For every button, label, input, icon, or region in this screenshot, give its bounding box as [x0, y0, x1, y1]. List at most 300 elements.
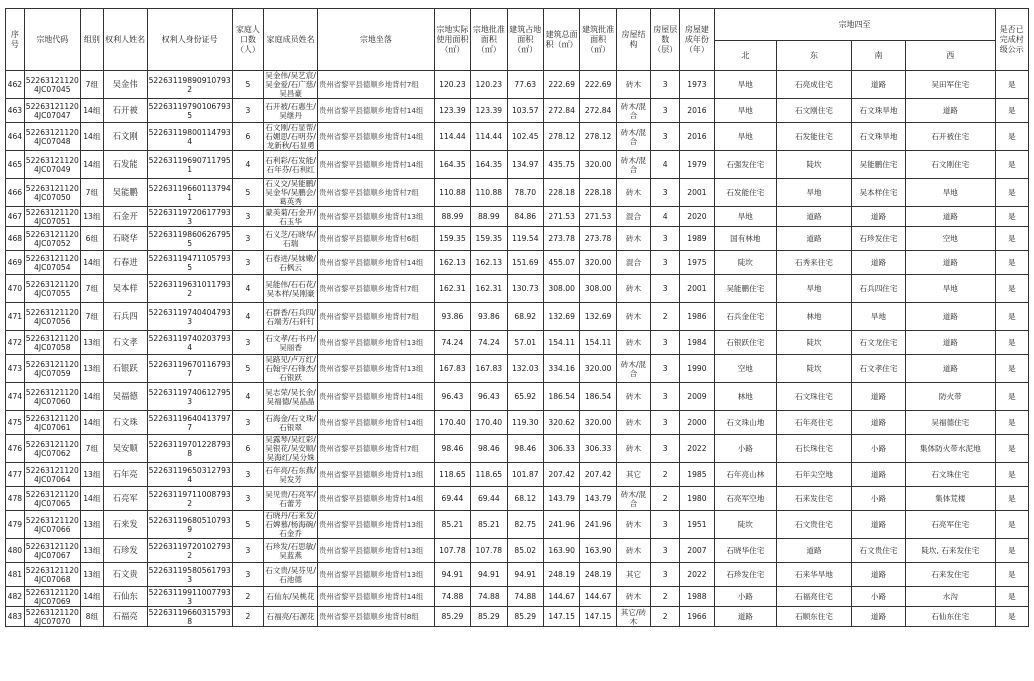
- cell-seq: 469: [6, 251, 25, 275]
- cell-seq: 479: [6, 511, 25, 539]
- cell-owner-id: 522631196404137977: [147, 411, 232, 435]
- cell-approved-area: 170.40: [471, 411, 507, 435]
- cell-location: 贵州省黎平县德顺乡地背村7组: [318, 179, 435, 207]
- table-row: [6, 303, 1029, 331]
- cell-group: 7组: [80, 303, 103, 331]
- cell-location: 贵州省黎平县德顺乡地背村13组: [318, 563, 435, 587]
- cell-parcel-code: 522631211204JC07052: [24, 227, 80, 251]
- table-row: [6, 227, 1029, 251]
- cell-approved-floor: 207.42: [580, 463, 616, 487]
- cell-structure: 砖木: [616, 71, 650, 99]
- cell-owner-id: 522631197110087932: [147, 487, 232, 511]
- cell-seq: 473: [6, 355, 25, 383]
- cell-structure: 砖木: [616, 435, 650, 463]
- cell-north: 旱地: [714, 207, 776, 227]
- cell-approved-area: 167.83: [471, 355, 507, 383]
- cell-seq: 472: [6, 331, 25, 355]
- cell-parcel-code: 522631211204JC07066: [24, 511, 80, 539]
- cell-actual-area: 114.44: [434, 123, 470, 151]
- cell-north: 旱地: [714, 123, 776, 151]
- header-total-floor: 建筑总面积（㎡）: [543, 9, 579, 71]
- cell-total-floor: 241.96: [543, 511, 579, 539]
- header-actual-area: 宗地实际使用面积（㎡）: [434, 9, 470, 71]
- cell-total-floor: 273.78: [543, 227, 579, 251]
- cell-north: 石发能住宅: [714, 179, 776, 207]
- header-west: 西: [906, 41, 995, 71]
- cell-members: 石文刚/石显帮/石媚思/石明芬/龙新秋/石显勇: [265, 123, 316, 150]
- cell-actual-area: 88.99: [434, 207, 470, 227]
- cell-household-size: 6: [232, 123, 263, 151]
- cell-east: 旱地: [777, 275, 852, 303]
- cell-approved-floor: 320.00: [580, 355, 616, 383]
- cell-seq: 477: [6, 463, 25, 487]
- cell-total-floor: 163.90: [543, 539, 579, 563]
- cell-actual-area: 98.46: [434, 435, 470, 463]
- cell-footprint: 103.57: [507, 99, 543, 123]
- cell-actual-area: 120.23: [434, 71, 470, 99]
- cell-year-built: 1990: [680, 355, 714, 383]
- cell-east: 石发能住宅: [777, 123, 852, 151]
- header-east: 东: [777, 41, 852, 71]
- cell-east: 道路: [777, 539, 852, 563]
- cell-actual-area: 74.88: [434, 587, 470, 607]
- cell-owner-id: 522631194711057935: [147, 251, 232, 275]
- cell-group: 13组: [80, 511, 103, 539]
- cell-location: 贵州省黎平县德顺乡地背村13组: [318, 355, 435, 383]
- cell-seq: 476: [6, 435, 25, 463]
- cell-members: 石文孝/石书丹/吴丽香: [264, 331, 318, 355]
- cell-seq: 482: [6, 587, 25, 607]
- cell-actual-area: 159.35: [434, 227, 470, 251]
- cell-approved-floor: 132.69: [580, 303, 616, 331]
- cell-group: 7组: [80, 275, 103, 303]
- cell-approved-floor: 248.19: [580, 563, 616, 587]
- cell-owner-id: 522631197404047933: [147, 303, 232, 331]
- cell-north: 石文珠山地: [714, 411, 776, 435]
- cell-actual-area: 74.24: [434, 331, 470, 355]
- cell-total-floor: 435.75: [543, 151, 579, 179]
- cell-approved-floor: 278.12: [580, 123, 616, 151]
- table-row: [6, 383, 1029, 411]
- cell-village-done: 是: [995, 355, 1028, 383]
- cell-village-done: 是: [995, 463, 1028, 487]
- cell-footprint: 134.97: [507, 151, 543, 179]
- cell-total-floor: 271.53: [543, 207, 579, 227]
- cell-east: 石秀来住宅: [777, 251, 852, 275]
- cell-north: 石年亮山林: [714, 463, 776, 487]
- cell-floors: 3: [651, 179, 680, 207]
- table-row: [6, 207, 1029, 227]
- cell-floors: 2: [651, 587, 680, 607]
- cell-location: 贵州省黎平县德顺乡地背村13组: [318, 463, 435, 487]
- table-row: [6, 123, 1029, 151]
- cell-structure: 其它: [616, 463, 650, 487]
- cell-footprint: 84.86: [507, 207, 543, 227]
- cell-owner-id: 522631196701167937: [147, 355, 232, 383]
- cell-approved-floor: 272.84: [580, 99, 616, 123]
- cell-parcel-code: 522631211204JC07067: [24, 539, 80, 563]
- cell-structure: 砖木/混合: [616, 355, 650, 383]
- cell-footprint: 130.73: [507, 275, 543, 303]
- cell-location: 贵州省黎平县德顺乡地背村8组: [318, 607, 435, 627]
- cell-owner-id: 522631199110077933: [148, 587, 231, 606]
- cell-owner-name: 石文孝: [103, 331, 147, 355]
- cell-location: 贵州省黎平县德顺乡地背村7组: [318, 275, 435, 303]
- cell-owner-name: 石福亮: [103, 607, 147, 627]
- cell-total-floor: 248.19: [543, 563, 579, 587]
- cell-owner-name: 吴能鹏: [103, 179, 147, 207]
- cell-east: 石长珠住宅: [777, 435, 852, 463]
- table-row: [6, 511, 1029, 539]
- cell-approved-area: 162.31: [471, 275, 507, 303]
- cell-west: 陡坎, 石来发住宅: [906, 539, 995, 563]
- table-row: [6, 411, 1029, 435]
- cell-household-size: 5: [232, 71, 263, 99]
- cell-location: 贵州省黎平县德顺乡地背村6组: [318, 227, 435, 251]
- cell-structure: 砖木: [616, 331, 650, 355]
- cell-floors: 3: [651, 355, 680, 383]
- table-row: [6, 587, 1029, 607]
- cell-members: 石海金/石文珠/石银翠: [264, 411, 318, 435]
- cell-household-size: 4: [232, 275, 263, 303]
- cell-west: 石文珠住宅: [906, 463, 995, 487]
- cell-approved-area: 94.91: [471, 563, 507, 587]
- cell-south: 道路: [851, 383, 905, 411]
- table-row: [6, 275, 1029, 303]
- cell-members: 吴能伟/石石花/吴本样/吴刚豪: [264, 275, 318, 303]
- cell-approved-area: 123.39: [471, 99, 507, 123]
- cell-owner-id: 522631196907117951: [147, 151, 232, 179]
- cell-actual-area: 96.43: [434, 383, 470, 411]
- table-body: [6, 71, 1029, 627]
- cell-north: 林地: [714, 383, 776, 411]
- cell-household-size: 3: [232, 411, 263, 435]
- cell-village-done: 是: [995, 587, 1028, 607]
- cell-group: 14组: [80, 151, 103, 179]
- cell-location: 贵州省黎平县德顺乡地背村14组: [318, 151, 435, 179]
- cell-year-built: 2016: [680, 123, 714, 151]
- cell-seq: 467: [6, 207, 25, 227]
- cell-actual-area: 118.65: [434, 463, 470, 487]
- cell-village-done: 是: [995, 251, 1028, 275]
- cell-household-size: 3: [232, 539, 263, 563]
- cell-structure: 砖木: [616, 275, 650, 303]
- cell-total-floor: 228.18: [543, 179, 579, 207]
- cell-west: 石仙东住宅: [906, 607, 995, 627]
- cell-south: 石文孝住宅: [851, 355, 905, 383]
- cell-parcel-code: 522631211204JC07049: [24, 151, 80, 179]
- cell-west: 道路: [906, 303, 995, 331]
- cell-group: 14组: [80, 487, 103, 511]
- cell-seq: 480: [6, 539, 25, 563]
- table-row: [6, 331, 1029, 355]
- cell-west: 道路: [906, 331, 995, 355]
- cell-north: 石晓华住宅: [714, 539, 776, 563]
- cell-owner-name: 石发能: [103, 151, 147, 179]
- cell-owner-name: 石兵四: [103, 303, 147, 331]
- cell-south: 道路: [851, 607, 905, 627]
- cell-north: 小路: [714, 435, 776, 463]
- cell-owner-id: 522631198001147934: [147, 123, 232, 151]
- cell-approved-floor: 308.00: [580, 275, 616, 303]
- cell-approved-area: 118.65: [471, 463, 507, 487]
- cell-floors: 3: [651, 251, 680, 275]
- cell-owner-name: 吴本样: [103, 275, 147, 303]
- cell-footprint: 151.69: [507, 251, 543, 275]
- cell-year-built: 1973: [680, 71, 714, 99]
- cell-village-done: 是: [995, 331, 1028, 355]
- cell-east: 石文珠住宅: [777, 383, 852, 411]
- header-structure: 房屋结构: [616, 9, 650, 71]
- header-boundary: 宗地四至: [714, 9, 995, 41]
- cell-approved-floor: 320.00: [580, 251, 616, 275]
- cell-village-done: 是: [995, 539, 1028, 563]
- cell-approved-area: 93.86: [471, 303, 507, 331]
- cell-footprint: 94.91: [507, 563, 543, 587]
- cell-owner-id: 522631197901067935: [147, 99, 232, 123]
- cell-seq: 465: [6, 151, 25, 179]
- cell-owner-name: 石文贵: [103, 563, 147, 587]
- cell-floors: 3: [651, 71, 680, 99]
- cell-south: 道路: [851, 71, 905, 99]
- cell-owner-name: 石珍发: [103, 539, 147, 563]
- cell-location: 贵州省黎平县德顺乡地背村14组: [318, 487, 435, 511]
- cell-south: 道路: [851, 511, 905, 539]
- cell-owner-id: 522631198909107932: [147, 71, 232, 99]
- cell-north: 小路: [714, 587, 776, 607]
- header-location: 宗地坐落: [318, 9, 435, 71]
- cell-village-done: 是: [995, 303, 1028, 331]
- cell-structure: 砖木: [616, 539, 650, 563]
- cell-household-size: 4: [232, 383, 263, 411]
- cell-year-built: 1985: [680, 463, 714, 487]
- cell-approved-floor: 144.67: [580, 587, 616, 607]
- table-row: [6, 151, 1029, 179]
- cell-actual-area: 85.21: [434, 511, 470, 539]
- cell-east: 石文刚住宅: [777, 99, 852, 123]
- cell-members: 石义交/吴能鹏/吴金华/吴鹏会/葛英秀: [265, 179, 316, 206]
- cell-household-size: 3: [232, 487, 263, 511]
- cell-seq: 474: [6, 383, 25, 411]
- cell-actual-area: 123.39: [434, 99, 470, 123]
- cell-members: 吴路见/卢万红/石翰宇/石锋杰/石银跃: [265, 355, 316, 382]
- cell-owner-id: 522631198606267955: [147, 227, 232, 251]
- header-village-done: 是否已完成村级公示: [995, 9, 1028, 71]
- cell-south: 吴本样住宅: [851, 179, 905, 207]
- cell-parcel-code: 522631211204JC07062: [24, 435, 80, 463]
- cell-total-floor: 144.67: [543, 587, 579, 607]
- cell-footprint: 98.46: [507, 435, 543, 463]
- cell-village-done: 是: [995, 179, 1028, 207]
- cell-members: 吴金伟/吴艺宸/吴金爱/石广慈/吴昌豪: [265, 71, 316, 98]
- cell-group: 6组: [80, 227, 103, 251]
- cell-parcel-code: 522631211204JC07047: [24, 99, 80, 123]
- cell-west: 吴田军住宅: [906, 71, 995, 99]
- cell-approved-area: 85.29: [471, 607, 507, 627]
- table-row: [6, 71, 1029, 99]
- cell-floors: 3: [651, 227, 680, 251]
- cell-group: 14组: [80, 123, 103, 151]
- cell-parcel-code: 522631211204JC07045: [24, 71, 80, 99]
- cell-west: 防火带: [906, 383, 995, 411]
- cell-actual-area: 93.86: [434, 303, 470, 331]
- cell-total-floor: 272.84: [543, 99, 579, 123]
- cell-footprint: 68.92: [507, 303, 543, 331]
- cell-north: 旱地: [714, 71, 776, 99]
- cell-village-done: 是: [995, 227, 1028, 251]
- cell-structure: 砖木: [616, 383, 650, 411]
- cell-year-built: 1979: [680, 151, 714, 179]
- cell-approved-floor: 273.78: [580, 227, 616, 251]
- cell-south: 石文珠旱地: [851, 99, 905, 123]
- cell-floors: 2: [651, 303, 680, 331]
- cell-footprint: 57.01: [507, 331, 543, 355]
- table-row: [6, 563, 1029, 587]
- cell-seq: 481: [6, 563, 25, 587]
- header-year-built: 房屋建成年份（年）: [680, 9, 714, 71]
- cell-total-floor: 306.33: [543, 435, 579, 463]
- cell-village-done: 是: [995, 99, 1028, 123]
- cell-east: 陡坎: [777, 151, 852, 179]
- header-group: 组别: [80, 9, 103, 71]
- cell-parcel-code: 522631211204JC07061: [24, 411, 80, 435]
- cell-west: 空地: [906, 227, 995, 251]
- cell-village-done: 是: [995, 151, 1028, 179]
- cell-household-size: 5: [232, 511, 263, 539]
- cell-seq: 475: [6, 411, 25, 435]
- cell-year-built: 2020: [680, 207, 714, 227]
- header-parcel-code: 宗地代码: [24, 9, 80, 71]
- cell-floors: 3: [651, 331, 680, 355]
- header-owner-id: 权利人身份证号: [147, 9, 232, 71]
- cell-structure: 混合: [616, 251, 650, 275]
- cell-east: 石年亮住宅: [777, 411, 852, 435]
- cell-east: 陡坎: [777, 355, 852, 383]
- cell-floors: 3: [651, 539, 680, 563]
- header-members: 家庭成员姓名: [264, 9, 318, 71]
- cell-members: 石文贵/吴芬见/石池德: [264, 563, 318, 587]
- cell-household-size: 3: [232, 463, 263, 487]
- cell-owner-name: 吴福德: [103, 383, 147, 411]
- cell-west: 石开被住宅: [906, 123, 995, 151]
- cell-south: 石文贵住宅: [851, 539, 905, 563]
- cell-footprint: 74.88: [507, 587, 543, 607]
- header-seq: 序号: [6, 9, 25, 71]
- cell-owner-name: 石亮军: [103, 487, 147, 511]
- cell-parcel-code: 522631211204JC07070: [25, 607, 79, 626]
- cell-west: 石文刚住宅: [906, 151, 995, 179]
- cell-south: 吴能鹏住宅: [851, 151, 905, 179]
- cell-east: 陡坎: [777, 331, 852, 355]
- cell-village-done: 是: [995, 607, 1028, 627]
- cell-members: 吴露琴/吴红彩/吴银花/吴安顺/吴海红/吴分姝: [265, 435, 316, 462]
- cell-owner-id: 522631197201027932: [147, 539, 232, 563]
- cell-owner-name: 石开被: [103, 99, 147, 123]
- cell-owner-id: 522631196310117932: [147, 275, 232, 303]
- cell-west: 道路: [906, 207, 995, 227]
- cell-total-floor: 320.62: [543, 411, 579, 435]
- cell-year-built: 1984: [680, 331, 714, 355]
- cell-south: 石文珠旱地: [851, 123, 905, 151]
- table-row: [6, 463, 1029, 487]
- cell-floors: 2: [651, 463, 680, 487]
- cell-actual-area: 94.91: [434, 563, 470, 587]
- cell-footprint: 77.63: [507, 71, 543, 99]
- cell-seq: 463: [6, 99, 25, 123]
- cell-year-built: 2016: [680, 99, 714, 123]
- cell-floors: 2: [651, 607, 680, 627]
- cell-members: 石利彩/石发能/石年芬/石利红: [264, 151, 318, 179]
- cell-structure: 砖木: [616, 511, 650, 539]
- cell-year-built: 2001: [680, 179, 714, 207]
- cell-footprint: 85.02: [507, 539, 543, 563]
- cell-year-built: 1989: [680, 227, 714, 251]
- cell-parcel-code: 522631211204JC07048: [24, 123, 80, 151]
- cell-total-floor: 308.00: [543, 275, 579, 303]
- header-footprint: 建筑占地面积（㎡）: [507, 9, 543, 71]
- cell-structure: 砖木/混合: [616, 151, 650, 179]
- cell-floors: 3: [651, 435, 680, 463]
- cell-village-done: 是: [995, 511, 1028, 539]
- cell-year-built: 1966: [680, 607, 714, 627]
- cell-year-built: 1986: [680, 303, 714, 331]
- cell-owner-name: 石来发: [103, 511, 147, 539]
- cell-footprint: 119.54: [507, 227, 543, 251]
- cell-household-size: 6: [232, 435, 263, 463]
- cell-owner-name: 石晓华: [103, 227, 147, 251]
- header-approved-area: 宗地批准面积（㎡）: [471, 9, 507, 71]
- cell-east: 石文贵住宅: [777, 511, 852, 539]
- cell-north: 石亮军空地: [714, 487, 776, 511]
- cell-west: 旱地: [906, 275, 995, 303]
- cell-approved-floor: 320.00: [580, 411, 616, 435]
- cell-approved-floor: 241.96: [580, 511, 616, 539]
- cell-south: 石珍发住宅: [851, 227, 905, 251]
- table-row: [6, 435, 1029, 463]
- cell-south: 道路: [851, 207, 905, 227]
- cell-owner-name: 石金开: [103, 207, 147, 227]
- cell-owner-name: 石文刚: [103, 123, 147, 151]
- cell-total-floor: 143.79: [543, 487, 579, 511]
- cell-east: 道路: [777, 227, 852, 251]
- cell-seq: 468: [6, 227, 25, 251]
- cell-owner-name: 吴金伟: [103, 71, 147, 99]
- cell-floors: 4: [651, 151, 680, 179]
- cell-seq: 483: [6, 607, 25, 627]
- cell-village-done: 是: [995, 383, 1028, 411]
- cell-seq: 462: [6, 71, 25, 99]
- table-row: [6, 355, 1029, 383]
- cell-west: 旱地: [906, 179, 995, 207]
- cell-village-done: 是: [995, 275, 1028, 303]
- header-north: 北: [714, 41, 776, 71]
- cell-east: 石来华旱地: [777, 563, 852, 587]
- table-row: [6, 539, 1029, 563]
- cell-north: 石珍发住宅: [714, 563, 776, 587]
- cell-floors: 3: [651, 123, 680, 151]
- cell-floors: 3: [651, 383, 680, 411]
- cell-location: 贵州省黎平县德顺乡地背村7组: [318, 435, 435, 463]
- cell-approved-area: 107.78: [471, 539, 507, 563]
- cell-owner-id: 522631196603157938: [148, 607, 231, 626]
- header-approved-floor: 建筑批准面积（㎡）: [580, 9, 616, 71]
- cell-west: 集体防火带水泥地: [906, 435, 995, 463]
- cell-household-size: 3: [232, 207, 263, 227]
- cell-north: 石强发住宅: [714, 151, 776, 179]
- cell-approved-area: 69.44: [471, 487, 507, 511]
- cell-approved-floor: 222.69: [580, 71, 616, 99]
- cell-north: 石兵金住宅: [714, 303, 776, 331]
